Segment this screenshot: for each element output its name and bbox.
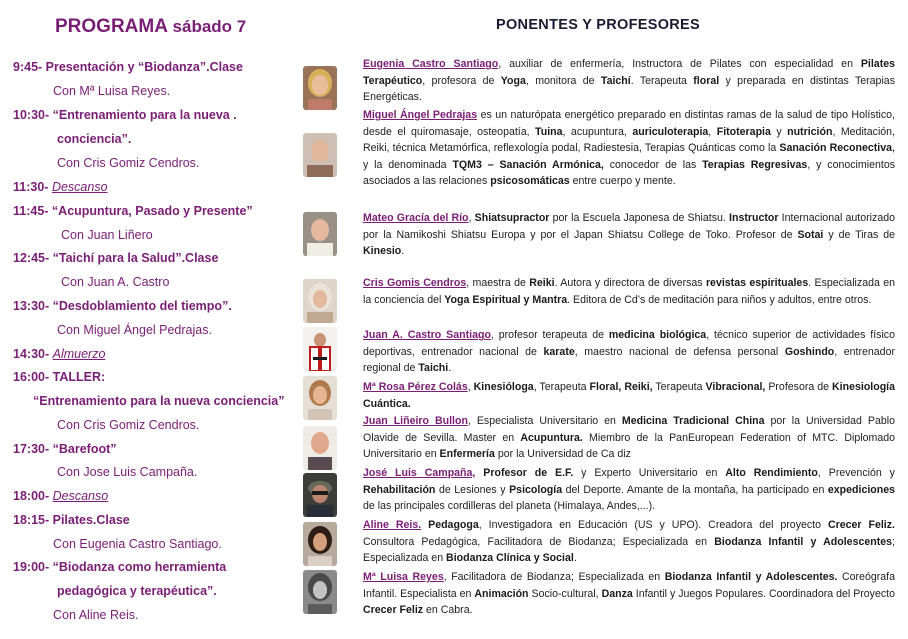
bio-highlight: Sanación Reconectiva (779, 142, 893, 155)
program-item-1145: 11:45- “Acupuntura, Pasado y Presente” (13, 204, 253, 218)
speaker-bio-eugenia (363, 56, 895, 106)
bio-highlight: Vibracional, (705, 381, 766, 393)
bio-highlight: TQM3 – Sanación Armónica, (452, 158, 604, 171)
speaker-photo-juan-lineiro (303, 426, 337, 470)
bio-highlight: psicosomáticas (490, 175, 570, 188)
bio-text: , Facilitadora de Biodanza; Especializada en (443, 571, 665, 583)
bio-highlight: Shiatsupractor (474, 212, 550, 224)
bio-text: conocedor de las (603, 158, 703, 171)
program-presenter: Con Juan A. Castro (61, 275, 170, 289)
bio-text: del Deporte. Amante de la montaña, ha participado en (562, 483, 828, 496)
bio-text: . Editora de Cd’s de meditación para niños y adultos, entre otros. (567, 293, 872, 306)
bio-text: , maestra de (466, 277, 530, 289)
bio-text: , Prevención y (817, 467, 895, 479)
bio-highlight: auriculoterapia (632, 125, 709, 138)
bio-highlight: Biodanza Infantil y Adolescentes (714, 535, 893, 548)
program-presenter: Con Cris Gomiz Cendros. (57, 418, 200, 432)
program-item-1430 (13, 345, 105, 363)
bio-text: , Terapeuta (533, 381, 590, 393)
bio-text: , y conocimientos asociados a las relaciones (363, 158, 896, 188)
bio-text: Internacional autorizado por la Namikoshi Shiatsu Europa y por el Japan Shiatsu College de Toko. Profesor de (363, 212, 895, 241)
bio-highlight: Medicina Tradicional China (621, 415, 765, 427)
bio-highlight: Sotai (797, 228, 824, 241)
bio-highlight: Pilates Terapéutico (363, 58, 895, 87)
bio-text: , Investigadora en Educación (US y UPO). Creadora del proyecto (478, 519, 828, 531)
speaker-bio-cris (363, 275, 895, 308)
bio-text: Terapeuta (652, 381, 706, 393)
bio-text: por la Universidad Pablo Olavide de Sevilla. Master en (363, 415, 895, 444)
program-presenter: Con Eugenia Castro Santiago. (53, 537, 222, 551)
bio-highlight: Danza (601, 587, 633, 600)
program-break-label: Descanso (51, 180, 108, 194)
bio-text: . Terapeuta (630, 74, 694, 87)
bio-highlight: nutrición (787, 125, 833, 138)
bio-highlight: Profesor de E.F. (483, 467, 574, 479)
bio-text: entre cuerpo y mente. (569, 175, 676, 188)
speaker-photo-cris (303, 279, 337, 323)
bio-text: , Especialista Universitario en (467, 415, 622, 427)
bio-text: por la Escuela Japonesa de Shiatsu. (549, 212, 730, 224)
program-break-label: Descanso (52, 489, 109, 503)
bio-highlight: Terapias Regresivas (702, 158, 808, 171)
bio-highlight: Goshindo (784, 345, 835, 358)
program-presenter: Con Mª Luisa Reyes. (53, 84, 171, 98)
speaker-photo-eugenia (303, 66, 337, 110)
bio-highlight: Enfermería (439, 448, 495, 461)
speaker-photo-luisa (303, 570, 337, 614)
speaker-photo-rosa (303, 376, 337, 420)
program-presenter: Con Miguel Ángel Pedrajas. (57, 323, 212, 337)
speaker-name: Mateo Gracía del Río (363, 212, 469, 224)
bio-highlight: Yoga (500, 74, 526, 87)
speaker-bio-jose-luis (363, 465, 895, 515)
speaker-name: Mª Luisa Reyes (363, 571, 444, 583)
speaker-name: Juan Liñeiro Bullon (363, 415, 468, 427)
speaker-photo-aline (303, 522, 337, 566)
bio-text: Miembro de la PanEuropean Federation of MTC. Diplomado Universitario en (363, 431, 896, 461)
bio-text: , y la denominada (363, 142, 895, 171)
bio-text: , auxiliar de enfermería, Instructora de Pilates con especialidad en (498, 58, 861, 70)
program-day: sábado 7 (172, 17, 247, 36)
bio-highlight: Psicología (509, 483, 563, 496)
bio-highlight: Crecer Feliz (363, 604, 424, 617)
bio-text: . Autora y directora de diversas (554, 277, 706, 289)
bio-text: , (468, 212, 475, 224)
bio-text: Profesora de (765, 381, 833, 393)
speaker-photo-mateo (303, 212, 337, 256)
speaker-name: Cris Gomis Cendros (363, 277, 467, 289)
speaker-name: Aline Reis. (363, 519, 422, 531)
bio-text: , (708, 125, 717, 138)
bio-highlight: karate (543, 345, 575, 358)
bio-highlight: Instructor (729, 212, 779, 224)
bio-text: . (573, 552, 577, 565)
program-item-1800 (13, 487, 108, 505)
bio-text: y preparada en distintas Terapias Energéticas. (363, 74, 895, 104)
bio-text: y de Tiras de (823, 228, 895, 241)
bio-text: de las principales cordilleras del planeta (Himalaya, Andes,...). (363, 500, 656, 513)
program-item-1600: 16:00- TALLER: (13, 370, 106, 384)
speaker-photo-juan-castro (303, 327, 337, 371)
program-title (55, 16, 295, 40)
speaker-bio-miguel (363, 107, 895, 190)
bio-text: , acupuntura, (562, 125, 633, 138)
bio-highlight: floral (693, 74, 720, 87)
bio-text: Infantil y Juegos Populares. Coordinadora del Proyecto (632, 587, 896, 600)
bio-highlight: Taichi (418, 362, 449, 375)
bio-highlight: Taichí (600, 74, 631, 87)
bio-text: , (467, 381, 474, 393)
speakers-title: PONENTES Y PROFESORES (496, 17, 700, 33)
speaker-name: Miguel Ángel Pedrajas (363, 109, 478, 121)
speaker-photo-miguel (303, 133, 337, 177)
bio-highlight: Biodanza Clínica y Social (446, 552, 574, 565)
bio-text: . (401, 245, 405, 258)
program-time: 14:30- (13, 347, 50, 361)
program-item-0945: 9:45- Presentación y “Biodanza”.Clase (13, 60, 243, 74)
bio-text: Consultora Pedagógica, Facilitadora de Biodanza; Especializada en (363, 535, 715, 548)
program-presenter: Con Jose Luis Campaña. (57, 465, 198, 479)
speaker-bio-aline (363, 517, 895, 567)
speaker-name: José Luis Campaña, (363, 467, 476, 479)
bio-text: Coreógrafa Infantil. Especialista en (363, 571, 895, 600)
bio-text: por la Universidad de Ca diz (494, 448, 631, 461)
program-time: 11:30- (13, 180, 49, 194)
program-item-1730: 17:30- “Barefoot” (13, 442, 117, 456)
bio-text: es un naturópata energético preparado en distintas ramas de la salud de tipo Holístico, desde el quiromasaje, osteopatía, (363, 109, 895, 138)
bio-highlight: Kinesióloga (473, 381, 534, 393)
bio-highlight: Rehabilitación (363, 483, 436, 496)
bio-highlight: Acupuntura. (520, 431, 583, 444)
program-presenter: Con Aline Reis. (53, 608, 139, 622)
bio-highlight: expediciones (827, 483, 896, 496)
program-item-1900: 19:00- “Biodanza como herramienta (13, 560, 227, 574)
program-item-1030-cont: conciencia”. (57, 132, 132, 146)
program-presenter: Con Cris Gomiz Cendros. (57, 156, 200, 170)
bio-text: en Cabra. (423, 604, 473, 617)
speaker-bio-juan-castro (363, 327, 895, 377)
bio-text: , Meditación, Reiki, técnica Metamórfica, reflexología podal, Radiestesia, Terapias Quánticas como la (363, 125, 896, 155)
bio-highlight: Kinesio (363, 245, 402, 258)
speaker-bio-luisa (363, 569, 895, 619)
program-title-word: PROGRAMA (55, 16, 168, 37)
bio-text: , técnico superior de actividades físico deportivas, entrenador nacional de (363, 329, 895, 358)
program-item-1130 (13, 178, 108, 196)
bio-highlight: Animación (474, 587, 529, 600)
bio-highlight: Pedagoga (428, 519, 479, 531)
program-item-1600-title: “Entrenamiento para la nueva conciencia” (33, 394, 285, 408)
speaker-name: Eugenia Castro Santiago (363, 58, 499, 70)
speaker-photo-jose-luis (303, 473, 337, 517)
bio-highlight: Crecer Feliz. (827, 519, 895, 531)
speaker-name: Mª Rosa Pérez Colás (363, 381, 468, 393)
program-item-1330: 13:30- “Desdoblamiento del tiempo”. (13, 299, 232, 313)
bio-text: . Especializada en la conciencia del (363, 277, 895, 306)
bio-highlight: Fitoterapia (716, 125, 771, 138)
program-time: 18:00- (13, 489, 50, 503)
program-item-1815: 18:15- Pilates.Clase (13, 513, 130, 527)
bio-text: , monitora de (525, 74, 601, 87)
bio-text: , maestro nacional de defensa personal (574, 345, 785, 358)
program-item-1245: 12:45- “Taichí para la Salud”.Clase (13, 251, 219, 265)
bio-text: , profesor terapeuta de (490, 329, 609, 341)
program-item-1030: 10:30- “Entrenamiento para la nueva . (13, 108, 237, 122)
bio-text: , entrenador regional de (363, 345, 895, 375)
bio-highlight: Kinesiología Cuántica. (363, 381, 896, 410)
bio-highlight: Alto Rendimiento (725, 467, 818, 479)
bio-highlight: revistas espirituales (705, 277, 809, 289)
bio-text: Socio-cultural, (528, 587, 602, 600)
bio-highlight: Tuina (535, 125, 563, 138)
bio-text: y (770, 125, 788, 138)
speaker-bio-rosa (363, 379, 895, 412)
bio-highlight: medicina biológica (608, 329, 707, 341)
program-item-1900-cont: pedagógica y terapéutica”. (57, 584, 217, 598)
speaker-bio-juan-lineiro (363, 413, 895, 463)
program-presenter: Con Juan Liñero (61, 228, 153, 242)
bio-text: . (448, 362, 452, 375)
bio-text: , profesora de (422, 74, 501, 87)
bio-text: ; Especializada en (363, 535, 895, 565)
bio-text: y Experto Universitario en (573, 467, 726, 479)
program-lunch-label: Almuerzo (52, 347, 106, 361)
speaker-name: Juan A. Castro Santiago (363, 329, 491, 341)
bio-text: de Lesiones y (435, 483, 510, 496)
bio-highlight: Biodanza Infantil y Adolescentes. (664, 571, 838, 583)
bio-highlight: Yoga Espiritual y Mantra (444, 293, 568, 306)
speaker-bio-mateo (363, 210, 895, 260)
bio-highlight: Reiki (529, 277, 555, 289)
bio-highlight: Floral, Reiki, (589, 381, 653, 393)
